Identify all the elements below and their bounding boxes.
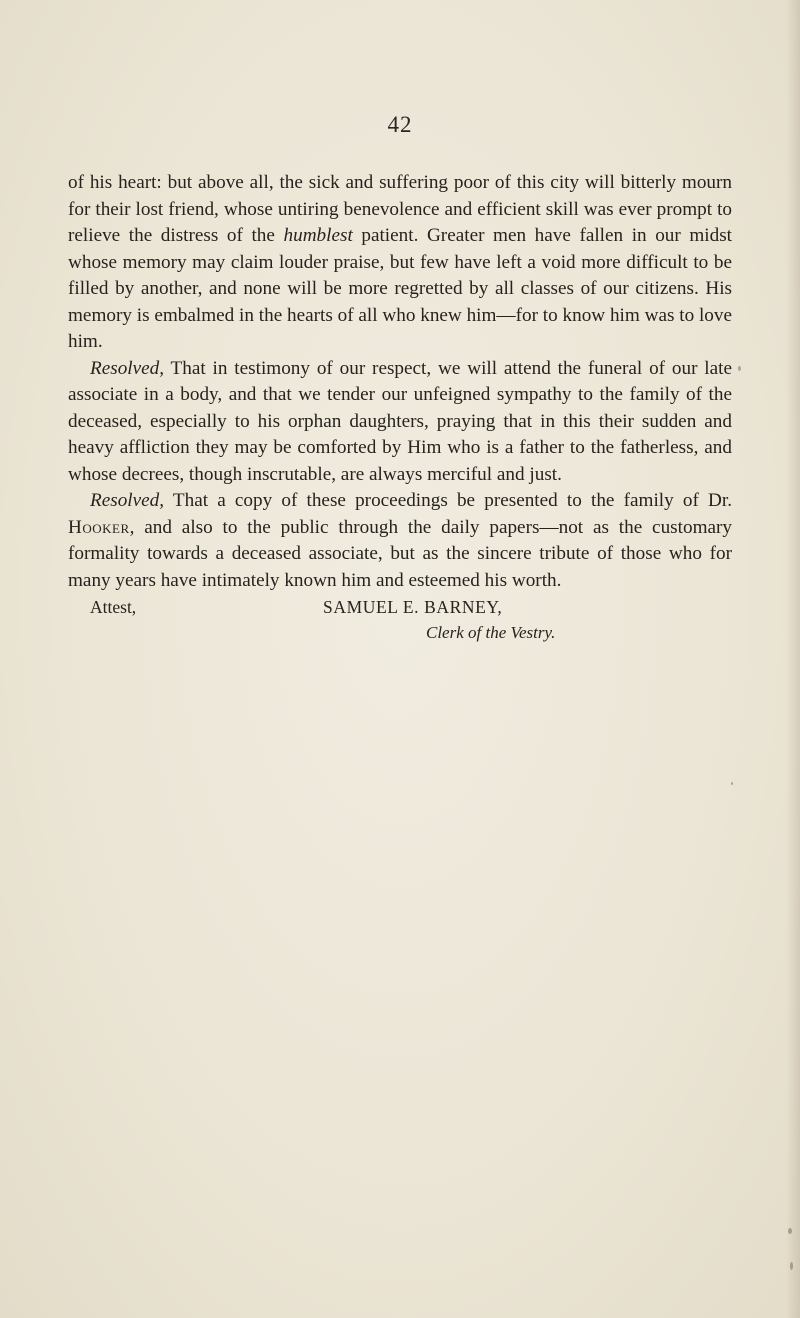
signer-name: SAMUEL E. BARNEY, bbox=[323, 597, 503, 617]
page-body bbox=[68, 170, 732, 648]
paper-speck bbox=[731, 782, 733, 785]
paragraph-1-text-b: patient. Greater men have fallen in our midst whose memory may claim louder praise, but few have left a void more difficult to be filled by another, and none will be more regretted by all classes of our citizens. His memory is embalmed in the hearts of all who knew him—for to know him was to love him. bbox=[68, 225, 733, 352]
paragraph-3-resolution bbox=[68, 488, 732, 594]
paragraph-2-text: That in testimony of our respect, we will attend the funeral of our late associate in a body, and that we tender our unfeigned sympathy to the family of the deceased, especially to his orphan daughters, praying that in this their sudden and heavy affliction they may be comforted by Him who is a father to the fatherless, and whose decrees, though inscrutable, are always merciful and just. bbox=[68, 357, 732, 485]
paragraph-3-text-b: , and also to the public through the daily papers—not as the customary formality towards a deceased associate, but as the sincere tribute of those who for many years have intimately known him and esteemed his worth. bbox=[68, 516, 732, 591]
paragraph-1 bbox=[68, 170, 732, 356]
person-name: Hooker bbox=[68, 516, 130, 538]
resolved-label: Resolved, bbox=[90, 357, 165, 379]
paragraph-2-resolution bbox=[68, 356, 732, 489]
paper-speck bbox=[788, 1228, 792, 1234]
signer-title: Clerk of the Vestry. bbox=[426, 623, 556, 642]
attest-label: Attest, bbox=[90, 597, 137, 617]
paper-speck bbox=[738, 366, 741, 371]
paragraph-3-text-a: That a copy of these proceedings be presented to the family of Dr. bbox=[164, 490, 732, 511]
page-edge-shadow bbox=[786, 0, 800, 1318]
page-number: 42 bbox=[387, 112, 413, 137]
signature-block bbox=[68, 594, 732, 648]
paragraph-1-text-a: of his heart: but above all, the sick and suffering poor of this city will bitterly mourn for their lost friend, whose untiring benevolence and efficient skill was ever prompt to relieve the distress of the bbox=[68, 172, 732, 246]
paper-speck bbox=[790, 1262, 793, 1270]
resolved-label: Resolved, bbox=[90, 490, 165, 511]
paragraph-1-emphasis: humblest bbox=[283, 225, 353, 246]
